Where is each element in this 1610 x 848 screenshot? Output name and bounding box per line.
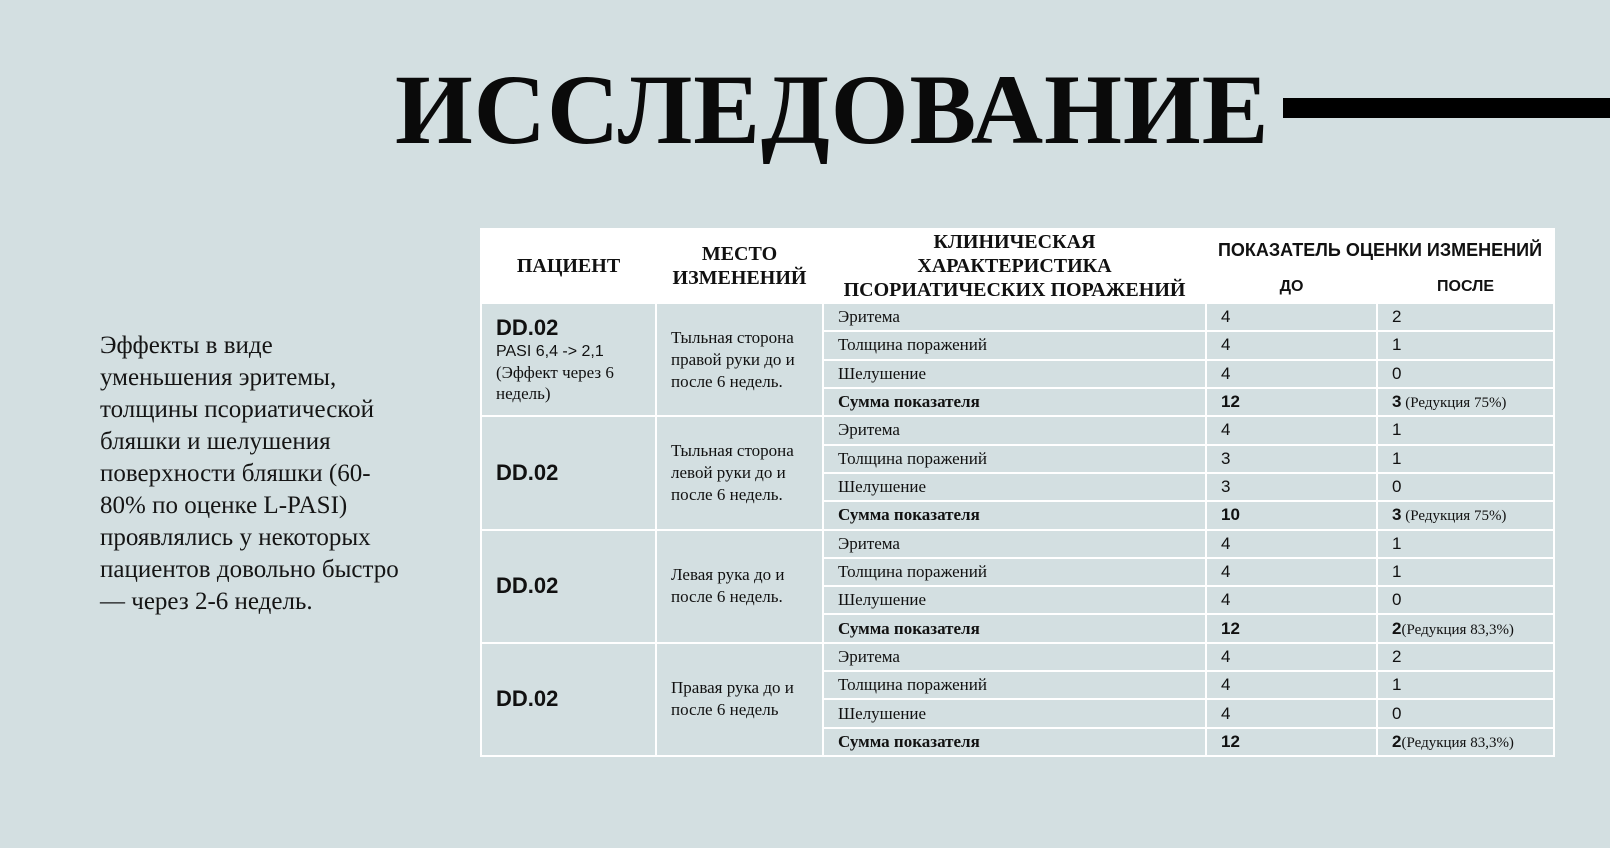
criterion-label: Толщина поражений bbox=[823, 558, 1206, 586]
place-cell: Тыльная сторона левой руки до и после 6 недель. bbox=[656, 416, 823, 529]
score-after-cell bbox=[1377, 728, 1554, 756]
score-after: 0 bbox=[1392, 363, 1402, 383]
score-after: 1 bbox=[1392, 533, 1402, 553]
table-row bbox=[481, 416, 1554, 444]
score-after: 1 bbox=[1392, 675, 1402, 695]
score-before: 12 bbox=[1206, 388, 1377, 416]
score-after-cell bbox=[1377, 416, 1554, 444]
score-after: 3 bbox=[1392, 392, 1402, 412]
score-before: 4 bbox=[1206, 416, 1377, 444]
table-row bbox=[481, 643, 1554, 671]
score-after-cell bbox=[1377, 360, 1554, 388]
score-after: 1 bbox=[1392, 420, 1402, 440]
header-patient: ПАЦИЕНТ bbox=[481, 229, 656, 303]
criterion-label: Эритема bbox=[823, 530, 1206, 558]
score-after-cell bbox=[1377, 445, 1554, 473]
score-before: 3 bbox=[1206, 473, 1377, 501]
header-score: ПОКАЗАТЕЛЬ ОЦЕНКИ ИЗМЕНЕНИЙ bbox=[1206, 229, 1554, 271]
reduction-note: (Редукция 83,3%) bbox=[1401, 621, 1514, 638]
score-before: 4 bbox=[1206, 558, 1377, 586]
patient-effect-note: (Эффект через 6 недель) bbox=[496, 363, 614, 404]
table-row bbox=[481, 303, 1554, 331]
score-after: 1 bbox=[1392, 561, 1402, 581]
score-after-cell bbox=[1377, 699, 1554, 727]
score-after: 1 bbox=[1392, 448, 1402, 468]
reduction-note: (Редукция 75%) bbox=[1401, 395, 1507, 412]
page-title: ИССЛЕДОВАНИЕ bbox=[395, 54, 1270, 165]
reduction-note: (Редукция 75%) bbox=[1401, 508, 1507, 525]
score-before: 10 bbox=[1206, 501, 1377, 529]
score-after: 0 bbox=[1392, 477, 1402, 497]
place-cell: Левая рука до и после 6 недель. bbox=[656, 530, 823, 643]
score-after: 2 bbox=[1392, 618, 1402, 638]
score-after-cell bbox=[1377, 671, 1554, 699]
score-before: 4 bbox=[1206, 530, 1377, 558]
header-after: ПОСЛЕ bbox=[1377, 271, 1554, 303]
score-after-cell bbox=[1377, 388, 1554, 416]
criterion-label: Шелушение bbox=[823, 699, 1206, 727]
criterion-sum-label: Сумма показателя bbox=[823, 728, 1206, 756]
score-after: 0 bbox=[1392, 703, 1402, 723]
title-decorative-bar bbox=[1283, 98, 1610, 118]
score-after-cell bbox=[1377, 331, 1554, 359]
patient-id: DD.02 bbox=[496, 573, 559, 599]
criterion-sum-label: Сумма показателя bbox=[823, 388, 1206, 416]
patient-id: DD.02 bbox=[496, 459, 559, 485]
criterion-label: Шелушение bbox=[823, 360, 1206, 388]
score-after: 2 bbox=[1392, 731, 1402, 751]
place-cell: Правая рука до и после 6 недель bbox=[656, 643, 823, 756]
score-after-cell bbox=[1377, 303, 1554, 331]
score-before: 12 bbox=[1206, 614, 1377, 642]
score-after: 1 bbox=[1392, 335, 1402, 355]
patient-id: DD.02 bbox=[496, 315, 559, 341]
score-after-cell bbox=[1377, 586, 1554, 614]
score-before: 4 bbox=[1206, 643, 1377, 671]
score-before: 4 bbox=[1206, 331, 1377, 359]
criterion-label: Эритема bbox=[823, 416, 1206, 444]
results-table bbox=[480, 228, 1555, 757]
criterion-label: Шелушение bbox=[823, 473, 1206, 501]
criterion-label: Эритема bbox=[823, 303, 1206, 331]
header-clinical: КЛИНИЧЕСКАЯ ХАРАКТЕРИСТИКА ПСОРИАТИЧЕСКИХ ПОРАЖЕНИЙ bbox=[823, 229, 1206, 303]
score-after: 2 bbox=[1392, 646, 1402, 666]
score-after-cell bbox=[1377, 643, 1554, 671]
patient-id: DD.02 bbox=[496, 686, 559, 712]
header-before: ДО bbox=[1206, 271, 1377, 303]
reduction-note: (Редукция 83,3%) bbox=[1401, 734, 1514, 751]
results-table-container bbox=[480, 228, 1553, 753]
score-after: 0 bbox=[1392, 590, 1402, 610]
patient-cell bbox=[481, 643, 656, 756]
patient-cell bbox=[481, 416, 656, 529]
criterion-sum-label: Сумма показателя bbox=[823, 614, 1206, 642]
score-before: 4 bbox=[1206, 360, 1377, 388]
place-cell: Тыльная сторона правой руки до и после 6 недель. bbox=[656, 303, 823, 416]
patient-cell bbox=[481, 303, 656, 416]
score-after-cell bbox=[1377, 558, 1554, 586]
score-before: 4 bbox=[1206, 699, 1377, 727]
score-after-cell bbox=[1377, 530, 1554, 558]
patient-cell bbox=[481, 530, 656, 643]
score-before: 4 bbox=[1206, 671, 1377, 699]
criterion-label: Шелушение bbox=[823, 586, 1206, 614]
header-place: МЕСТО ИЗМЕНЕНИЙ bbox=[656, 229, 823, 303]
patient-pasi-note: PASI 6,4 -> 2,1 bbox=[496, 343, 604, 361]
criterion-label: Толщина поражений bbox=[823, 331, 1206, 359]
score-before: 12 bbox=[1206, 728, 1377, 756]
score-before: 4 bbox=[1206, 303, 1377, 331]
score-after: 3 bbox=[1392, 505, 1402, 525]
criterion-sum-label: Сумма показателя bbox=[823, 501, 1206, 529]
score-after-cell bbox=[1377, 501, 1554, 529]
score-after-cell bbox=[1377, 614, 1554, 642]
criterion-label: Толщина поражений bbox=[823, 445, 1206, 473]
table-body bbox=[481, 303, 1554, 756]
criterion-label: Толщина поражений bbox=[823, 671, 1206, 699]
score-before: 4 bbox=[1206, 586, 1377, 614]
side-description: Эффекты в виде уменьшения эритемы, толщины псориатической бляшки и шелушения поверхности бляшки (60-80% по оценке L-PASI) проявлялись у некоторых пациентов довольно быстро — через 2-6 недель. bbox=[100, 332, 399, 615]
score-after-cell bbox=[1377, 473, 1554, 501]
table-row bbox=[481, 530, 1554, 558]
score-after: 2 bbox=[1392, 307, 1402, 327]
score-before: 3 bbox=[1206, 445, 1377, 473]
criterion-label: Эритема bbox=[823, 643, 1206, 671]
